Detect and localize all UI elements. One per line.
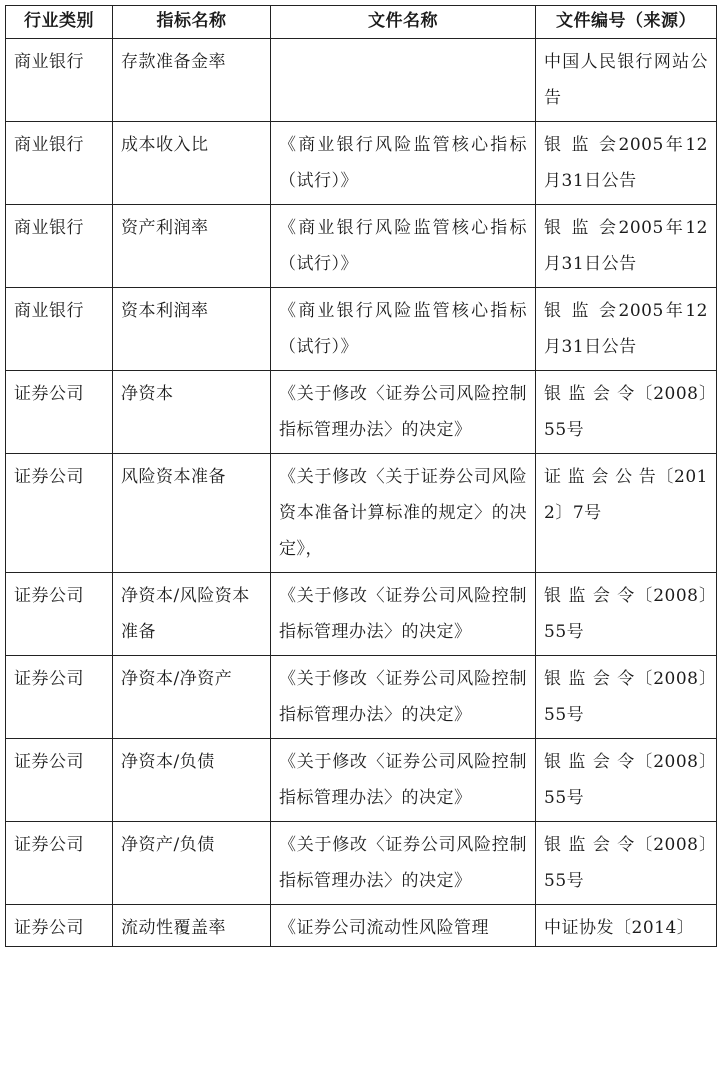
cell-document: 《关于修改〈证券公司风险控制指标管理办法〉的决定》 [271,573,536,656]
header-indicator: 指标名称 [113,6,271,39]
cell-document: 《商业银行风险监管核心指标（试行）》 [271,122,536,205]
cell-source: 证 监 会 公 告〔2012〕7号 [536,454,717,573]
cell-indicator: 净资本/净资产 [113,656,271,739]
cell-indicator: 净资产/负债 [113,822,271,905]
cell-industry: 商业银行 [6,39,113,122]
cell-source: 银 监 会 令〔2008〕55号 [536,573,717,656]
cell-indicator: 净资本 [113,371,271,454]
cell-document: 《关于修改〈证券公司风险控制指标管理办法〉的决定》 [271,656,536,739]
cell-industry: 商业银行 [6,122,113,205]
cell-document: 《商业银行风险监管核心指标（试行）》 [271,205,536,288]
cell-indicator: 资产利润率 [113,205,271,288]
cell-document: 《关于修改〈关于证券公司风险资本准备计算标准的规定〉的决定》， [271,454,536,573]
cell-document: 《关于修改〈证券公司风险控制指标管理办法〉的决定》 [271,739,536,822]
table-row [6,454,717,573]
header-source: 文件编号（来源） [536,6,717,39]
cell-industry: 证券公司 [6,371,113,454]
table-row [6,905,717,947]
cell-industry: 证券公司 [6,739,113,822]
table-row [6,122,717,205]
cell-indicator: 成本收入比 [113,122,271,205]
cell-industry: 证券公司 [6,905,113,947]
cell-source: 银 监 会 令〔2008〕55号 [536,656,717,739]
table-row [6,822,717,905]
cell-indicator: 存款准备金率 [113,39,271,122]
cell-source: 银 监 会 令〔2008〕55号 [536,739,717,822]
cell-document: 《关于修改〈证券公司风险控制指标管理办法〉的决定》 [271,822,536,905]
cell-industry: 证券公司 [6,454,113,573]
cell-source: 中国人民银行网站公告 [536,39,717,122]
cell-document [271,39,536,122]
table-row [6,739,717,822]
cell-document: 《关于修改〈证券公司风险控制指标管理办法〉的决定》 [271,371,536,454]
cell-source: 银 监 会2005年12月31日公告 [536,122,717,205]
cell-indicator: 净资本/风险资本准备 [113,573,271,656]
table-header-row [6,6,717,39]
cell-industry: 证券公司 [6,656,113,739]
cell-source: 银 监 会 令〔2008〕55号 [536,822,717,905]
cell-source: 银 监 会2005年12月31日公告 [536,205,717,288]
table-row [6,573,717,656]
cell-source: 银 监 会2005年12月31日公告 [536,288,717,371]
cell-indicator: 流动性覆盖率 [113,905,271,947]
cell-indicator: 风险资本准备 [113,454,271,573]
regulation-indicator-table [5,5,717,947]
cell-source: 中证协发〔2014〕 [536,905,717,947]
cell-indicator: 净资本/负债 [113,739,271,822]
header-industry: 行业类别 [6,6,113,39]
cell-industry: 商业银行 [6,205,113,288]
table-row [6,371,717,454]
cell-document: 《证券公司流动性风险管理 [271,905,536,947]
cell-industry: 商业银行 [6,288,113,371]
table-row [6,656,717,739]
cell-industry: 证券公司 [6,573,113,656]
table-row [6,205,717,288]
table-row [6,39,717,122]
table-row [6,288,717,371]
header-document: 文件名称 [271,6,536,39]
cell-document: 《商业银行风险监管核心指标（试行）》 [271,288,536,371]
cell-indicator: 资本利润率 [113,288,271,371]
cell-source: 银 监 会 令〔2008〕55号 [536,371,717,454]
cell-industry: 证券公司 [6,822,113,905]
